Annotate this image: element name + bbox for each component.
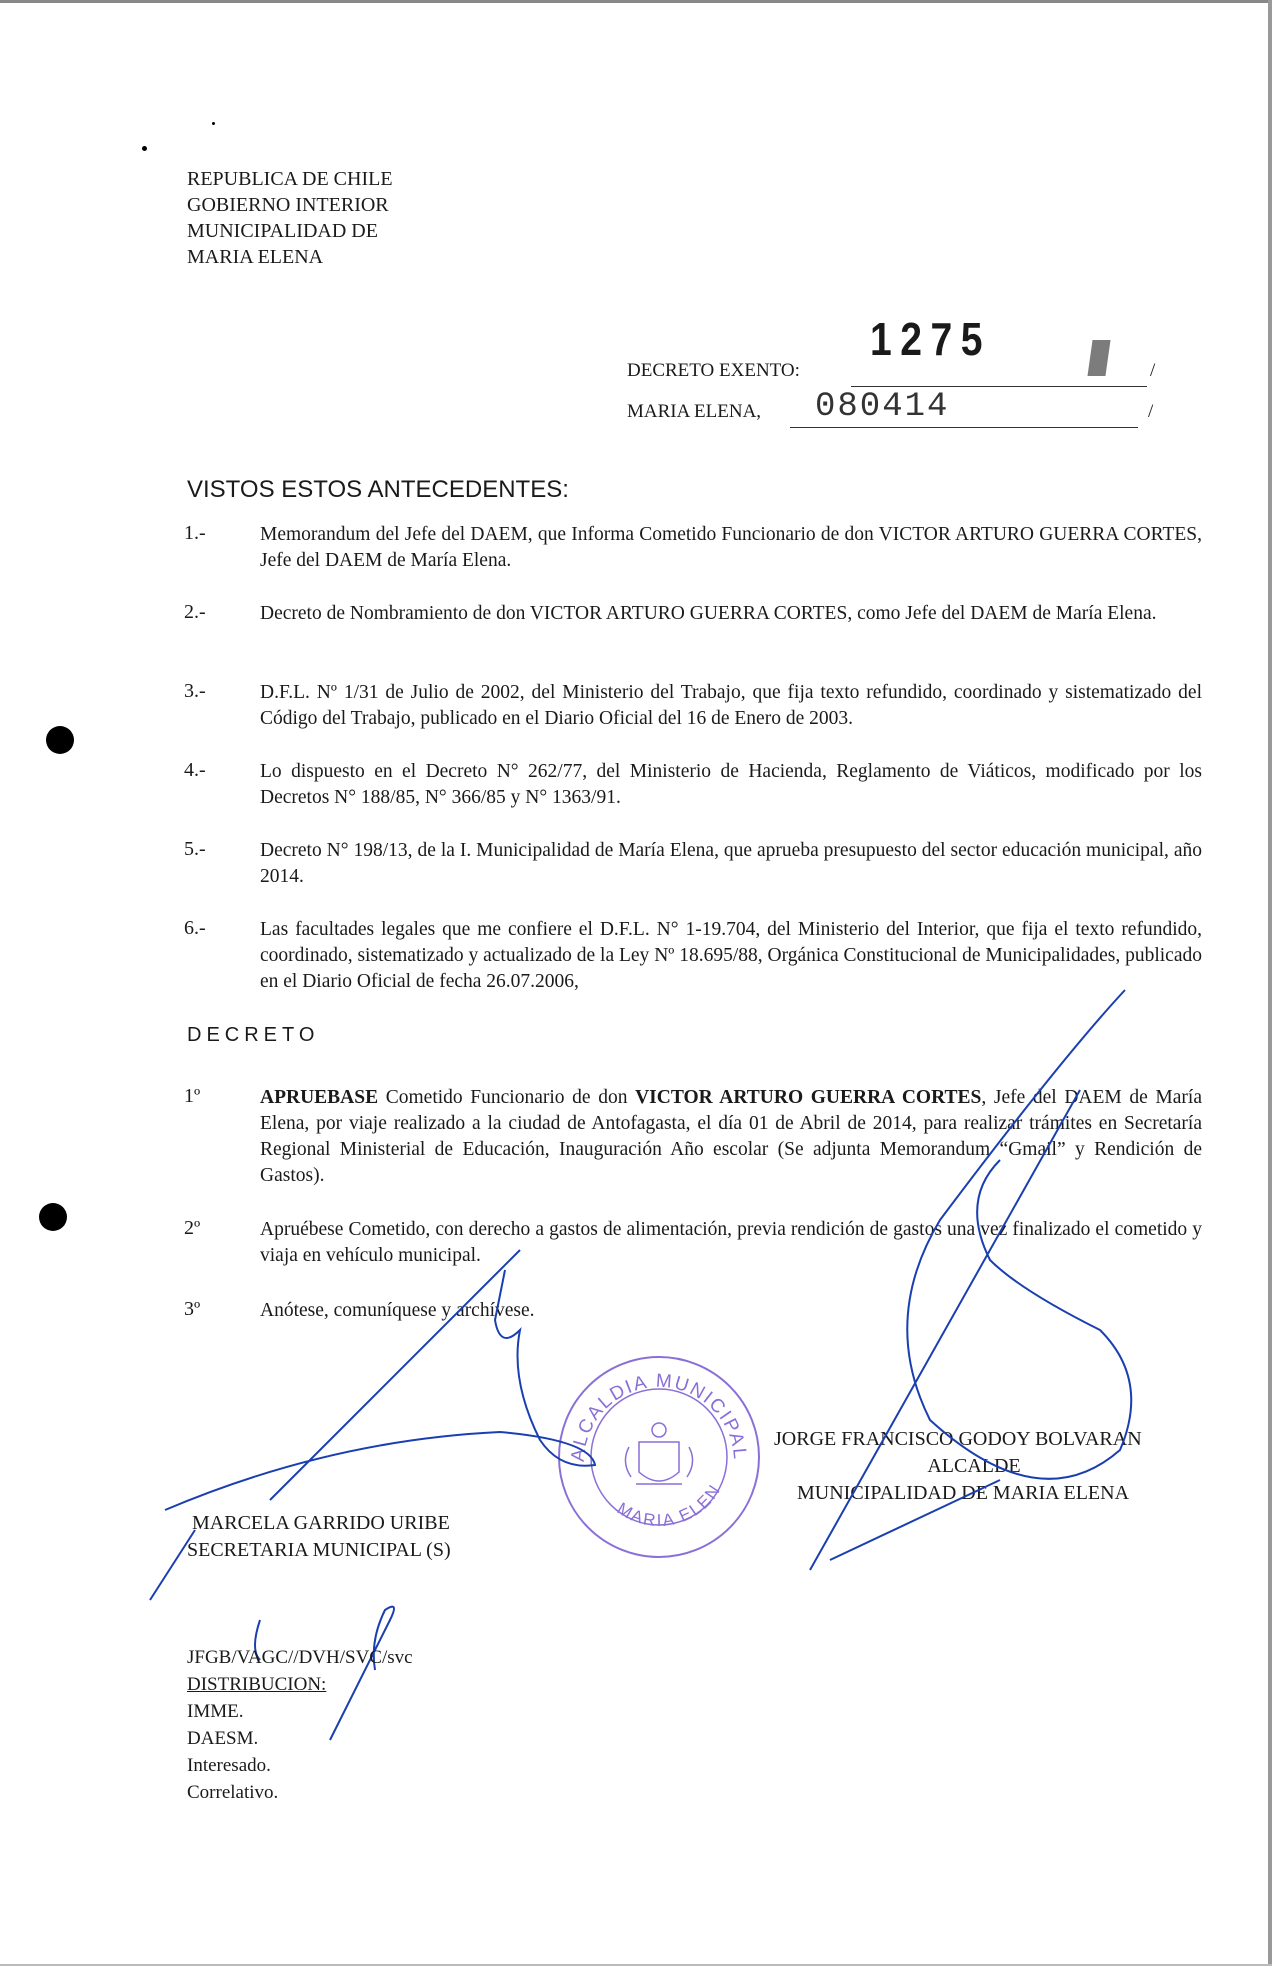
header-line: GOBIERNO INTERIOR — [187, 194, 389, 216]
decreto-title: DECRETO — [187, 1024, 320, 1046]
secretary-signature — [150, 1250, 595, 1600]
slash: / — [1148, 401, 1154, 422]
header-line: MUNICIPALIDAD DE — [187, 220, 378, 242]
item-text: Apruébese Cometido, con derecho a gastos de alimentación, previa rendición de gastos una vez finalizado el cometido y viaja en vehículo municipal. — [260, 1219, 1202, 1266]
distribution-item: IMME. — [187, 1701, 244, 1722]
item-number: 3.- — [184, 680, 206, 702]
decree-number: 1275 — [870, 313, 991, 365]
text: , Jefe del DAEM de María Elena, por viaje realizado a la ciudad de Antofagasta, el día 01 de Abril de 2014, para realizar trámites en Secretaría Regional Ministerial de Educación, Inauguración Año escolar (Se adjunta Memorandum “Gmail” y Rendición de Gastos). — [260, 1087, 1202, 1186]
initials: JFGB/VAGC//DVH/SVC/svc — [187, 1647, 413, 1668]
distribution-item: Interesado. — [187, 1755, 271, 1776]
item-number: 4.- — [184, 759, 206, 781]
mayor-signature — [810, 990, 1131, 1570]
header-line: REPUBLICA DE CHILE — [187, 168, 393, 190]
mayor-title: ALCALDE — [927, 1455, 1021, 1477]
header-line: MARIA ELENA — [187, 246, 324, 268]
item-number: 1º — [184, 1085, 201, 1107]
place-label: MARIA ELENA, — [627, 401, 762, 422]
item-text: Memorandum del Jefe del DAEM, que Informa Cometido Funcionario de don VICTOR ARTURO GUERRA CORTES, Jefe del DAEM de María Elena. — [260, 524, 1202, 571]
item-number: 2º — [184, 1217, 201, 1239]
secretary-title: SECRETARIA MUNICIPAL (S) — [187, 1539, 451, 1561]
item-number: 3º — [184, 1298, 201, 1320]
item-text: Decreto de Nombramiento de don VICTOR ARTURO GUERRA CORTES, como Jefe del DAEM de María Elena. — [260, 603, 1157, 624]
item-number: 1.- — [184, 522, 206, 544]
svg-text:ALCALDIA MUNICIPAL: ALCALDIA MUNICIPAL — [567, 1370, 751, 1463]
item-text: Decreto N° 198/13, de la I. Municipalidad de María Elena, que aprueba presupuesto del sector educación municipal, año 2014. — [260, 840, 1202, 887]
bold-text: VICTOR ARTURO GUERRA CORTES — [635, 1087, 982, 1108]
svg-text:MARIA ELENA: MARIA ELEN — [613, 1480, 725, 1531]
item-text: Lo dispuesto en el Decreto N° 262/77, del Ministerio de Hacienda, Reglamento de Viáticos, modificado por los Decretos N° 188/85, N° 366/85 y N° 1363/91. — [260, 761, 1202, 808]
item-text: D.F.L. Nº 1/31 de Julio de 2002, del Ministerio del Trabajo, que fija texto refundido, coordinado y sistematizado del Código del Trabajo, publicado en el Diario Oficial del 16 de Enero de 2003. — [260, 682, 1202, 729]
mayor-name: JORGE FRANCISCO GODOY BOLVARAN — [774, 1428, 1142, 1450]
decree-date: 080414 — [815, 388, 950, 426]
footer — [187, 1644, 413, 1806]
item-number: 5.- — [184, 838, 206, 860]
distribution-title: DISTRIBUCION: — [187, 1674, 327, 1695]
item-text: Las facultades legales que me confiere el D.F.L. N° 1-19.704, del Ministerio del Interior, que fija el texto refundido, coordinado, sistematizado y actualizado de la Ley Nº 18.695/88, Orgánica Constitucional de Municipalidades, publicado en el Diario Oficial de fecha 26.07.2006, — [260, 919, 1202, 992]
distribution-item: Correlativo. — [187, 1782, 279, 1803]
mayor-org: MUNICIPALIDAD DE MARIA ELENA — [797, 1482, 1130, 1504]
text: Cometido Funcionario de don — [378, 1087, 636, 1108]
item-text: Anótese, comuníquese y archívese. — [260, 1300, 535, 1321]
decree-label: DECRETO EXENTO: — [627, 360, 800, 381]
bold-text: APRUEBASE — [260, 1087, 379, 1108]
secretary-name: MARCELA GARRIDO URIBE — [192, 1512, 450, 1534]
item-number: 2.- — [184, 601, 206, 623]
vistos-title: VISTOS ESTOS ANTECEDENTES: — [187, 476, 569, 503]
item-number: 6.- — [184, 917, 206, 939]
slash: / — [1150, 360, 1156, 381]
distribution-item: DAESM. — [187, 1728, 259, 1749]
